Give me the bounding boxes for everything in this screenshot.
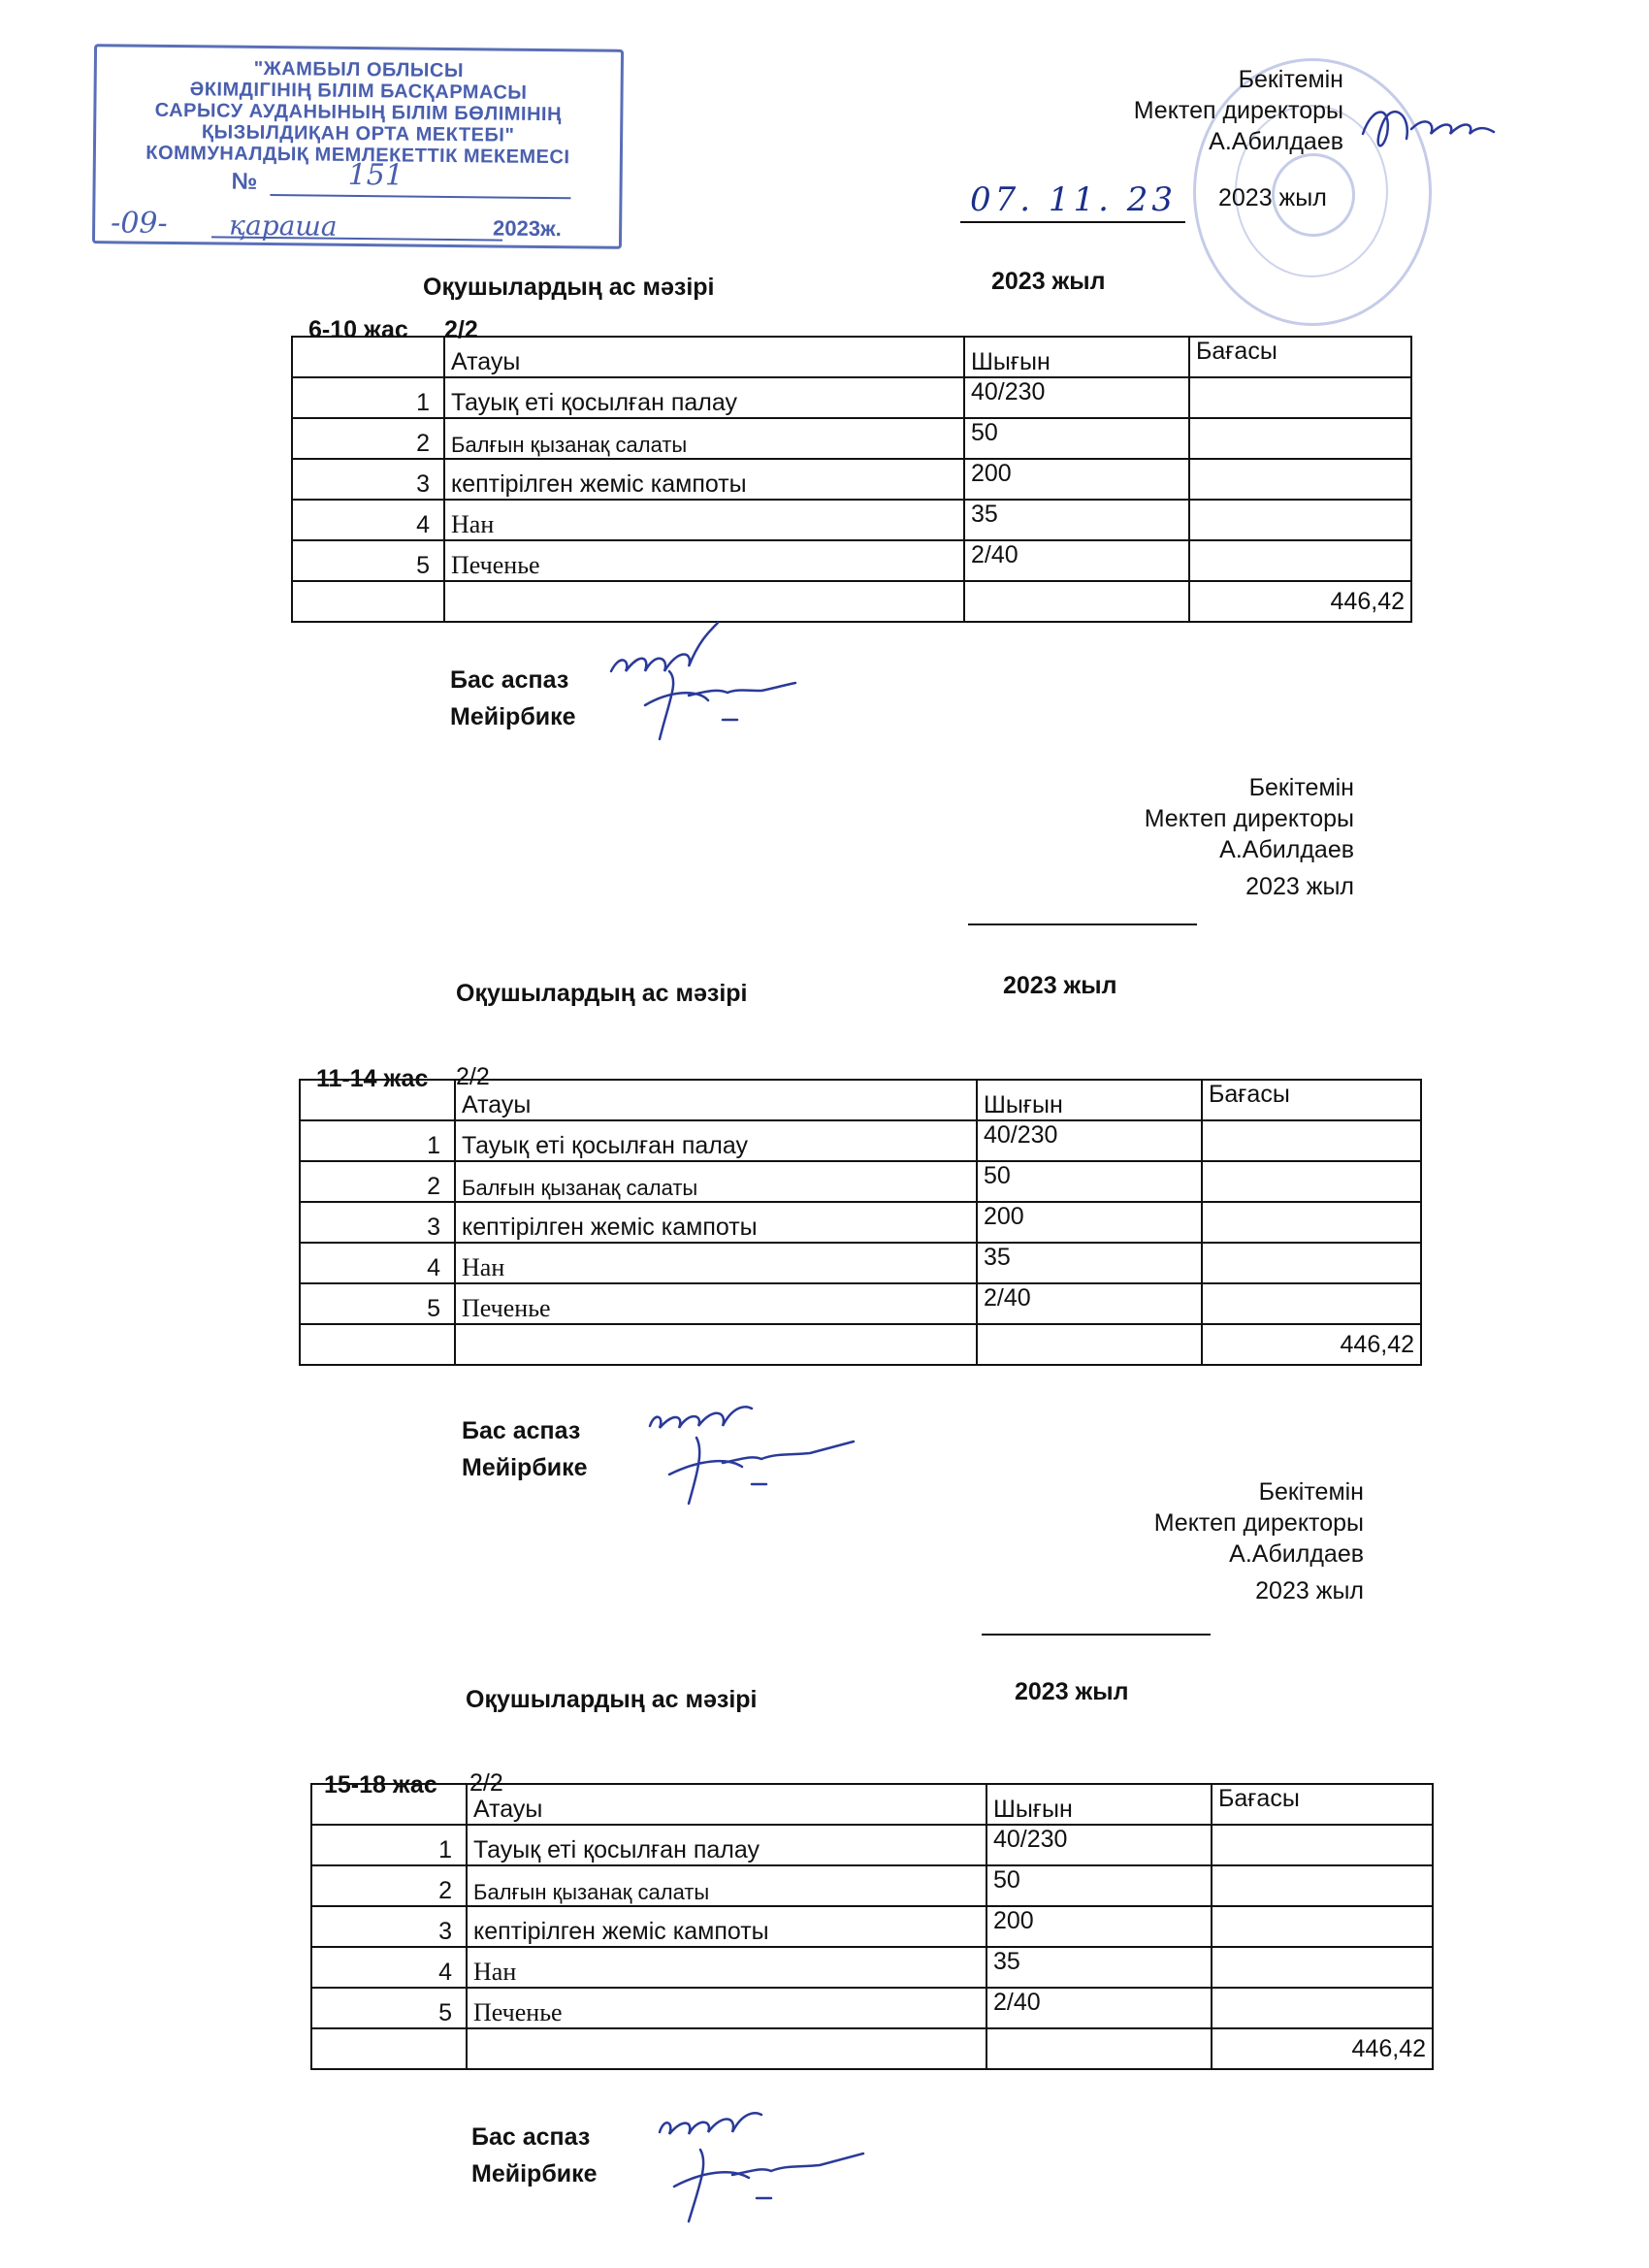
row-number: 2 bbox=[300, 1161, 455, 1202]
row-price bbox=[1189, 418, 1411, 459]
menu-title-3: Оқушылардың ас мәзірі bbox=[466, 1686, 758, 1713]
row-number: 1 bbox=[300, 1120, 455, 1161]
stamp-line: ӘКІМДІГІНІҢ БІЛІМ БАСҚАРМАСЫ bbox=[189, 79, 528, 104]
signatures-block-3 bbox=[471, 2119, 598, 2192]
row-price bbox=[1189, 459, 1411, 500]
row-price bbox=[1189, 540, 1411, 581]
row-name: кептірілген жеміс кампоты bbox=[444, 459, 964, 500]
stamp-number-value: 151 bbox=[347, 157, 404, 193]
row-number: 4 bbox=[311, 1947, 467, 1988]
shift-3: 2/2 bbox=[469, 1769, 503, 1797]
menu-year-2: 2023 жыл bbox=[1003, 972, 1117, 999]
chef-label: Бас аспаз bbox=[462, 1417, 581, 1444]
table-total-row bbox=[300, 1324, 1421, 1365]
row-number: 1 bbox=[292, 377, 444, 418]
table-header-row bbox=[292, 337, 1411, 377]
table-row bbox=[300, 1202, 1421, 1243]
row-price bbox=[1202, 1161, 1421, 1202]
row-name: Печенье bbox=[467, 1988, 986, 2028]
approval-rule-3 bbox=[982, 1634, 1211, 1636]
stamp-line: САРЫСУ АУДАНЫНЫҢ БІЛІМ БӨЛІМІНІҢ bbox=[154, 99, 563, 126]
header-output: Шығын bbox=[986, 1784, 1212, 1825]
row-number: 3 bbox=[292, 459, 444, 500]
row-output: 50 bbox=[986, 1865, 1212, 1906]
menu-table-2 bbox=[299, 1079, 1422, 1366]
age-group-2: 11-14 жас bbox=[316, 1065, 429, 1092]
approval-name: А.Абилдаев bbox=[1229, 1540, 1364, 1568]
chef-label: Бас аспаз bbox=[471, 2123, 591, 2151]
approval-label: Бекітемін bbox=[1238, 66, 1343, 93]
table-row bbox=[300, 1120, 1421, 1161]
row-name: Нан bbox=[455, 1243, 977, 1283]
row-number: 5 bbox=[311, 1988, 467, 2028]
stamp-number-rule bbox=[270, 194, 570, 199]
row-output: 2/40 bbox=[964, 540, 1189, 581]
approval-block-1 bbox=[1028, 64, 1343, 157]
row-name: кептірілген жеміс кампоты bbox=[455, 1202, 977, 1243]
stamp-date-month: қараша bbox=[228, 209, 338, 243]
chef-label: Бас аспаз bbox=[450, 666, 569, 694]
header-name: Атауы bbox=[455, 1080, 977, 1120]
row-name: Тауық еті қосылған палау bbox=[455, 1120, 977, 1161]
stamp-date-day: -09- bbox=[110, 206, 168, 241]
approval-year: 2023 жыл bbox=[1255, 1577, 1364, 1604]
chef-nurse-signature bbox=[601, 613, 815, 749]
approval-label: Бекітемін bbox=[1258, 1478, 1364, 1506]
approval-block-3 bbox=[1048, 1476, 1364, 1606]
row-number: 4 bbox=[300, 1243, 455, 1283]
table-header-row bbox=[300, 1080, 1421, 1120]
menu-title-2: Оқушылардың ас мәзірі bbox=[456, 980, 748, 1007]
row-name: Печенье bbox=[455, 1283, 977, 1324]
row-price bbox=[1212, 1947, 1433, 1988]
row-price bbox=[1202, 1120, 1421, 1161]
row-name: Тауық еті қосылған палау bbox=[444, 377, 964, 418]
approval-year: 2023 жыл bbox=[1245, 873, 1354, 900]
stamp-line: "ЖАМБЫЛ ОБЛЫСЫ bbox=[253, 57, 465, 82]
row-number: 2 bbox=[311, 1865, 467, 1906]
row-output: 40/230 bbox=[977, 1120, 1202, 1161]
table-row bbox=[300, 1243, 1421, 1283]
table-row bbox=[292, 540, 1411, 581]
row-price bbox=[1202, 1202, 1421, 1243]
header-no bbox=[300, 1080, 455, 1120]
shift-2: 2/2 bbox=[456, 1063, 490, 1090]
table-row bbox=[311, 1906, 1433, 1947]
header-no bbox=[292, 337, 444, 377]
row-output: 2/40 bbox=[986, 1988, 1212, 2028]
table-row bbox=[300, 1283, 1421, 1324]
row-output: 35 bbox=[977, 1243, 1202, 1283]
table-header-row bbox=[311, 1784, 1433, 1825]
row-number: 4 bbox=[292, 500, 444, 540]
row-name: Балғын қызанақ салаты bbox=[467, 1865, 986, 1906]
approval-position: Мектеп директоры bbox=[1144, 805, 1354, 832]
header-output: Шығын bbox=[977, 1080, 1202, 1120]
signatures-block-2 bbox=[462, 1412, 588, 1486]
table-row bbox=[292, 500, 1411, 540]
table-row bbox=[292, 459, 1411, 500]
row-price bbox=[1189, 377, 1411, 418]
director-signature bbox=[1353, 95, 1499, 163]
table-row bbox=[311, 1865, 1433, 1906]
approval-position: Мектеп директоры bbox=[1153, 1509, 1364, 1537]
table-total-row bbox=[292, 581, 1411, 622]
row-number: 5 bbox=[300, 1283, 455, 1324]
row-number: 3 bbox=[311, 1906, 467, 1947]
chef-nurse-signature bbox=[630, 1377, 863, 1513]
row-number: 2 bbox=[292, 418, 444, 459]
approval-name: А.Абилдаев bbox=[1209, 128, 1343, 155]
row-output: 2/40 bbox=[977, 1283, 1202, 1324]
row-number: 3 bbox=[300, 1202, 455, 1243]
header-name: Атауы bbox=[467, 1784, 986, 1825]
table-row bbox=[300, 1161, 1421, 1202]
row-output: 200 bbox=[986, 1906, 1212, 1947]
approval-label: Бекітемін bbox=[1248, 774, 1354, 801]
approval-block-2 bbox=[1038, 772, 1354, 902]
official-stamp bbox=[92, 44, 624, 249]
table-row bbox=[311, 1825, 1433, 1865]
row-output: 40/230 bbox=[986, 1825, 1212, 1865]
signatures-block-1 bbox=[450, 662, 576, 735]
row-number: 5 bbox=[292, 540, 444, 581]
stamp-number-prefix: № bbox=[231, 168, 258, 195]
handwritten-date: 07. 11. 23 bbox=[970, 180, 1178, 219]
age-group-3: 15-18 жас bbox=[324, 1771, 437, 1798]
row-price bbox=[1189, 500, 1411, 540]
row-output: 35 bbox=[986, 1947, 1212, 1988]
row-price bbox=[1212, 1988, 1433, 2028]
table-row bbox=[292, 377, 1411, 418]
header-name: Атауы bbox=[444, 337, 964, 377]
row-price bbox=[1212, 1906, 1433, 1947]
menu-table-1 bbox=[291, 336, 1412, 623]
nurse-label: Мейірбике bbox=[471, 2160, 598, 2187]
chef-nurse-signature bbox=[640, 2086, 873, 2231]
menu-year-1: 2023 жыл bbox=[991, 268, 1106, 295]
row-total: 446,42 bbox=[1212, 2028, 1433, 2069]
approval-name: А.Абилдаев bbox=[1219, 836, 1354, 863]
approval-rule-2 bbox=[968, 923, 1197, 925]
row-number: 1 bbox=[311, 1825, 467, 1865]
stamp-line: ҚЫЗЫЛДИҚАН ОРТА МЕКТЕБІ" bbox=[201, 121, 515, 146]
stamp-date bbox=[95, 206, 619, 246]
table-row bbox=[311, 1947, 1433, 1988]
header-output: Шығын bbox=[964, 337, 1189, 377]
shift-1: 2/2 bbox=[444, 316, 478, 343]
row-output: 200 bbox=[977, 1202, 1202, 1243]
row-total: 446,42 bbox=[1202, 1324, 1421, 1365]
row-price bbox=[1202, 1283, 1421, 1324]
header-no bbox=[311, 1784, 467, 1825]
header-price: Бағасы bbox=[1212, 1784, 1433, 1825]
stamp-line: КОММУНАЛДЫҚ МЕМЛЕКЕТТІК МЕКЕМЕСІ bbox=[146, 142, 570, 169]
row-name: Печенье bbox=[444, 540, 964, 581]
table-row bbox=[292, 418, 1411, 459]
table-row bbox=[311, 1988, 1433, 2028]
header-price: Бағасы bbox=[1202, 1080, 1421, 1120]
row-name: Балғын қызанақ салаты bbox=[455, 1161, 977, 1202]
row-price bbox=[1212, 1825, 1433, 1865]
row-output: 40/230 bbox=[964, 377, 1189, 418]
menu-year-3: 2023 жыл bbox=[1015, 1678, 1129, 1705]
menu-table-3 bbox=[310, 1783, 1434, 2070]
nurse-label: Мейірбике bbox=[462, 1454, 588, 1481]
approval-position: Мектеп директоры bbox=[1133, 97, 1343, 124]
row-name: Балғын қызанақ салаты bbox=[444, 418, 964, 459]
age-group-1: 6-10 жас bbox=[308, 316, 408, 343]
row-name: Нан bbox=[444, 500, 964, 540]
table-total-row bbox=[311, 2028, 1433, 2069]
row-price bbox=[1212, 1865, 1433, 1906]
approval-rule-1 bbox=[960, 221, 1185, 223]
nurse-label: Мейірбике bbox=[450, 703, 576, 730]
menu-title-1: Оқушылардың ас мәзірі bbox=[423, 274, 715, 301]
approval-year-1: 2023 жыл bbox=[1218, 184, 1327, 211]
row-output: 50 bbox=[964, 418, 1189, 459]
row-output: 35 bbox=[964, 500, 1189, 540]
row-total: 446,42 bbox=[1189, 581, 1411, 622]
row-output: 50 bbox=[977, 1161, 1202, 1202]
stamp-date-year: 2023ж. bbox=[492, 215, 562, 242]
row-name: кептірілген жеміс кампоты bbox=[467, 1906, 986, 1947]
row-name: Тауық еті қосылған палау bbox=[467, 1825, 986, 1865]
header-price: Бағасы bbox=[1189, 337, 1411, 377]
row-output: 200 bbox=[964, 459, 1189, 500]
row-name: Нан bbox=[467, 1947, 986, 1988]
row-price bbox=[1202, 1243, 1421, 1283]
